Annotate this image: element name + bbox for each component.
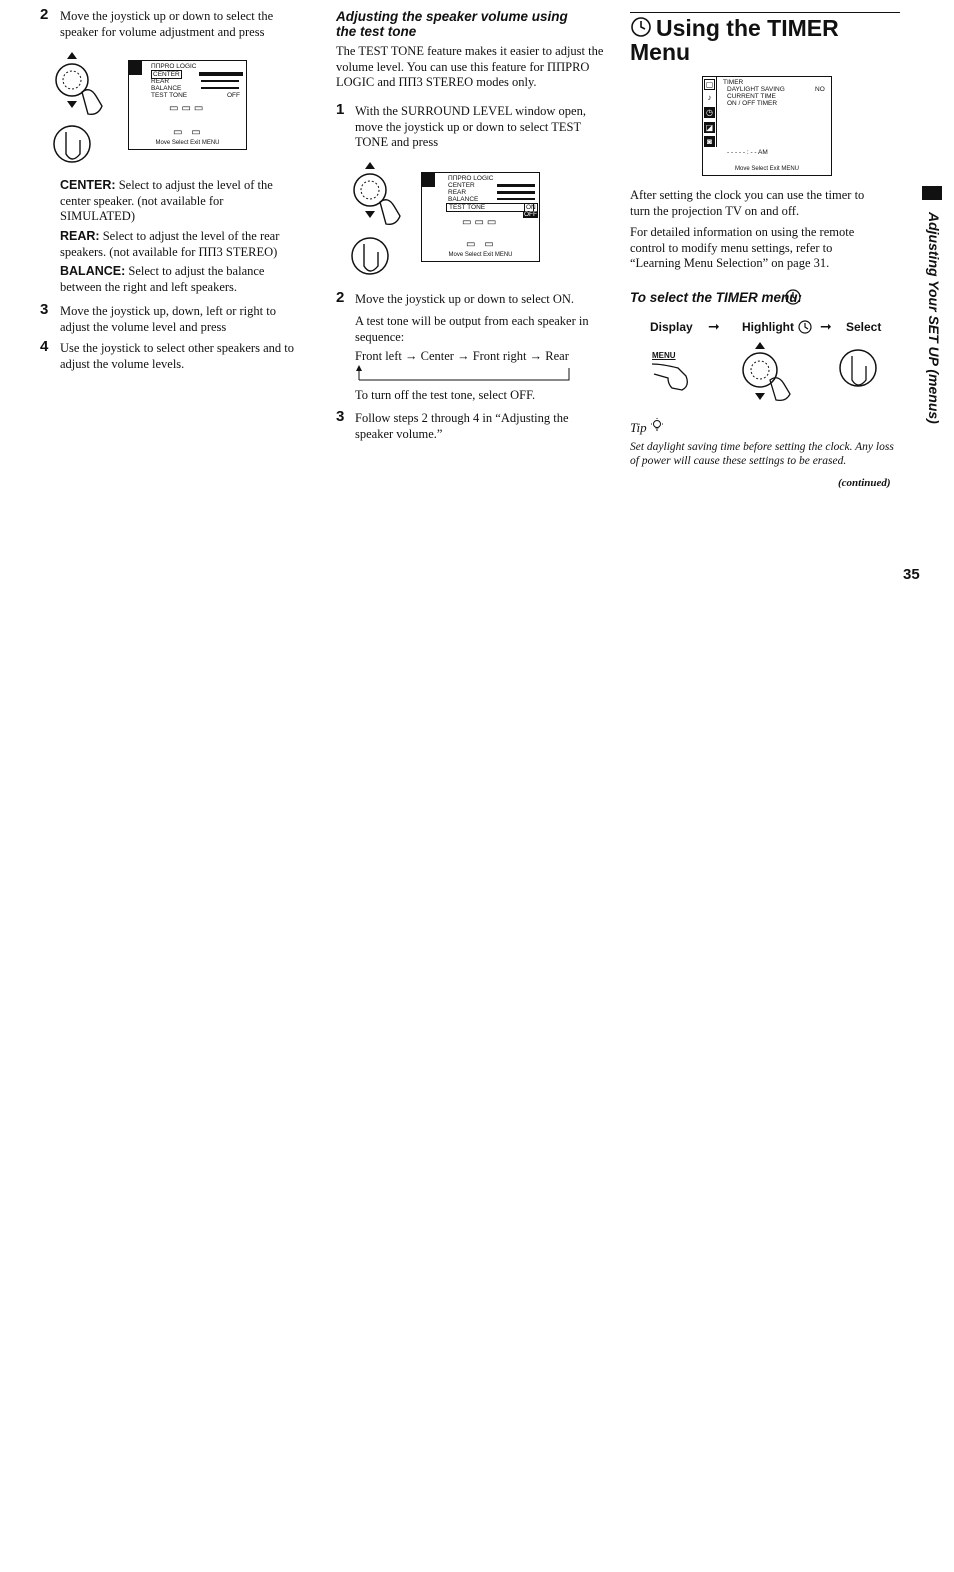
osd-row: DAYLIGHT SAVING [727, 86, 785, 93]
osd-row: ON / OFF TIMER [727, 100, 778, 107]
step-number: 3 [40, 301, 49, 318]
term-label: REAR: [60, 229, 100, 243]
intro-paragraph: After setting the clock you can use the timer to turn the projection TV on and off. [630, 188, 865, 218]
lightbulb-icon [650, 418, 664, 432]
osd-row-selected: TEST TONE [446, 203, 534, 212]
osd-footer: Move Select Exit MENU [448, 252, 513, 258]
osd-row: TIMER [723, 79, 744, 86]
step-text: Move the joystick up or down to select ON. [355, 292, 575, 306]
level-bar [497, 198, 535, 200]
center-description [60, 178, 300, 225]
speaker-sequence: Front left → Center → Front right → Rear [355, 349, 569, 363]
osd-row: REAR [448, 189, 467, 196]
balance-description [60, 264, 300, 295]
page-title: Using the TIMER Menu [630, 15, 839, 65]
flow-step-label: Highlight [742, 320, 794, 334]
subsection-heading [630, 290, 900, 305]
section-tab-marker [922, 186, 942, 200]
speaker-icons: ▭ ▭ [173, 127, 204, 138]
osd-tab-icon: ▢ [705, 80, 714, 89]
level-bar [201, 80, 239, 82]
loop-arrow-icon [355, 364, 575, 382]
step-text: With the SURROUND LEVEL window open, move the joystick up or down to select TEST TONE and press [355, 104, 586, 149]
flow-step-label: Display [650, 320, 693, 334]
term-text: Select to adjust the level of the center speaker. (not available for SIMULATED) [60, 178, 273, 223]
osd-row: REAR [151, 78, 170, 85]
section-heading [336, 9, 576, 39]
osd-row: ΠΠPRO LOGIC [151, 63, 197, 70]
daylight-value: NO [815, 86, 825, 93]
step-number: 2 [336, 289, 345, 306]
time-readout: - - - - - : - - AM [727, 149, 768, 156]
intro-paragraph: The TEST TONE feature makes it easier to adjust the volume level. You can use this feature for ΠΠPRO LOGIC and ΠΠ3 STEREO modes only. [336, 44, 604, 89]
osd-footer: Move Select Exit MENU [734, 166, 800, 172]
term-label: CENTER: [60, 178, 116, 192]
level-bar [201, 87, 239, 89]
speaker-icons: ▭ ▭ [466, 239, 497, 250]
osd-row: CURRENT TIME [727, 93, 776, 100]
osd-tab-icon: ♪ [704, 92, 715, 103]
step-text: Move the joystick up or down to select the speaker for volume adjustment and press [60, 9, 274, 39]
reference-paragraph: For detailed information on using the remote control to modify menu settings, refer to “Learning Menu Selection” on page 31. [630, 225, 855, 270]
heading-text: To select the TIMER menu: [630, 290, 803, 305]
osd-row: ΠΠPRO LOGIC [448, 175, 494, 182]
term-label: BALANCE: [60, 264, 126, 278]
timer-menu-osd [702, 76, 832, 176]
step-number: 3 [336, 408, 345, 425]
tip-label: Tip [630, 420, 647, 435]
test-tone-value: OFF [227, 92, 240, 99]
osd-row-selected: CENTER [153, 71, 180, 78]
joystick-icon [350, 162, 420, 284]
osd-row: TEST TONE [151, 92, 188, 99]
level-bar [497, 191, 535, 194]
side-tab-label: Adjusting Your SET UP (menus) [926, 212, 942, 424]
term-text: Select to adjust the balance between the right and left speakers. [60, 264, 265, 294]
arrow-right-icon: ➞ [820, 318, 832, 334]
off-option: OFF [524, 211, 537, 218]
menu-button-label: MENU [652, 351, 676, 360]
rear-description [60, 229, 300, 260]
arrow-right-icon: ➞ [708, 318, 720, 334]
flow-step-label: Select [846, 320, 882, 334]
surround-level-osd [128, 60, 247, 150]
term-text: Select to adjust the level of the rear speakers. (not available for ΠΠ3 STEREO) [60, 229, 280, 259]
joystick-icon [738, 342, 802, 404]
tip-text: Set daylight saving time before setting the clock. Any loss of power will cause these settings to be erased. [630, 441, 894, 467]
level-bar [497, 184, 535, 187]
joystick-icon [52, 52, 122, 172]
turn-off-note: To turn off the test tone, select OFF. [355, 388, 536, 402]
osd-tab-icon: ◷ [704, 107, 715, 118]
heading-text: Adjusting the speaker volume using the test tone [336, 9, 568, 39]
step-text: Follow steps 2 through 4 in “Adjusting the speaker volume.” [355, 411, 569, 441]
osd-row: BALANCE [448, 196, 479, 203]
osd-tab-icon: ◪ [705, 123, 714, 132]
page-number: 35 [903, 566, 920, 583]
continued-note: (continued) [838, 477, 891, 489]
speaker-icons: ▭▭▭ [462, 217, 500, 228]
step-number: 2 [40, 6, 49, 23]
step-subtext: A test tone will be output from each speaker in sequence: [355, 314, 589, 344]
press-menu-hand-icon [650, 358, 700, 394]
osd-tab-icon: ◙ [704, 136, 715, 147]
step-text: Move the joystick up, down, left or right to adjust the volume level and press [60, 304, 276, 334]
osd-row: CENTER [448, 182, 475, 189]
test-tone-osd [421, 172, 540, 262]
osd-footer: Move Select Exit MENU [155, 140, 220, 146]
speaker-icons: ▭▭▭ [169, 103, 207, 114]
title-rule [630, 12, 900, 13]
step-number: 1 [336, 101, 345, 118]
on-option: ON [526, 204, 536, 211]
level-bar [199, 72, 243, 76]
osd-row: BALANCE [151, 85, 182, 92]
joystick-press-icon [838, 348, 880, 394]
timer-clock-icon [797, 319, 813, 335]
step-text: Use the joystick to select other speakers and to adjust the volume levels. [60, 341, 294, 371]
step-number: 4 [40, 338, 49, 355]
